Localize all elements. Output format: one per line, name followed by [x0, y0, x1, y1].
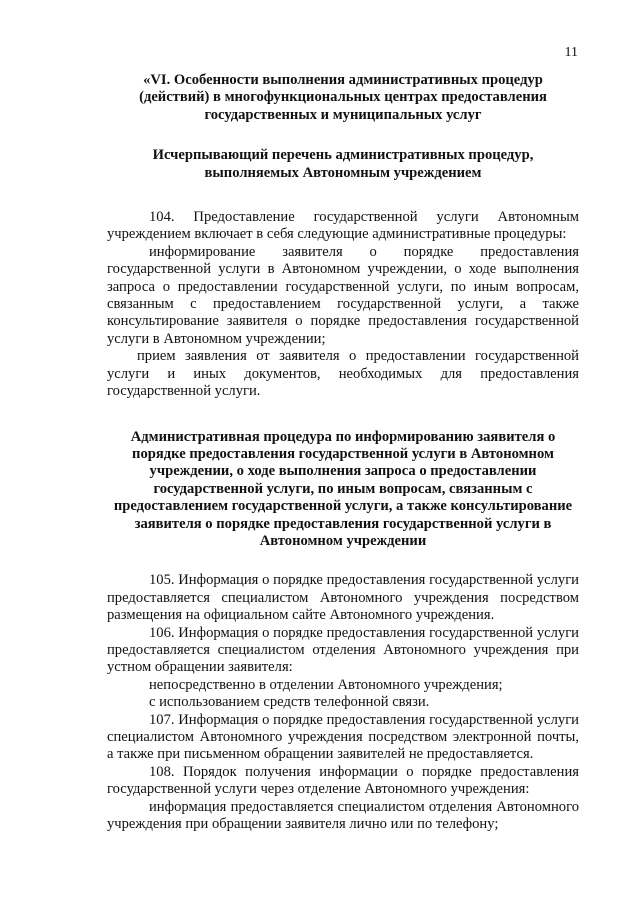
document-body	[107, 72, 579, 833]
paragraph-107: 107. Информация о порядке предоставления государственной услуги специалистом Автономного учреждения посредством электронной почты, а также при письменном обращении заявителей не предоставляется.	[107, 711, 579, 763]
subsection-title: Исчерпывающий перечень административных процедур, выполняемых Автономным учреждением	[152, 147, 534, 181]
paragraph-105: 105. Информация о порядке предоставления государственной услуги предоставляется специалистом Автономного учреждения посредством размещения на официальном сайте Автономного учреждения.	[107, 572, 579, 624]
section-title: «VI. Особенности выполнения административных процедур (действий) в многофункциональных центрах предоставления государственных и муниципальных услуг	[139, 72, 547, 123]
page-number: 11	[564, 45, 578, 60]
procedure-title: Административная процедура по информированию заявителя о порядке предоставления государственной услуги в Автономном учреждении, о ходе выполнения запроса о предоставлении государственной услуги, по иным вопросам, связанным с предоставлением государственной услуги, а также консультирование заявителя о порядке предоставления государственной услуги в Автономном учреждении	[113, 428, 573, 549]
paragraph-procedure-intake: прием заявления от заявителя о предоставлении государственной услуги и иных документов, необходимых для предоставления государственной услуги.	[107, 348, 579, 400]
paragraph-106: 106. Информация о порядке предоставления государственной услуги предоставляется специалистом отделения Автономного учреждения при устном обращении заявителя:	[107, 624, 579, 676]
list-item-info-provided: информация предоставляется специалистом отделения Автономного учреждения при обращении заявителя лично или по телефону;	[107, 798, 579, 833]
list-item-by-phone: с использованием средств телефонной связи.	[149, 694, 430, 711]
paragraph-104: 104. Предоставление государственной услуги Автономным учреждением включает в себя следующие административные процедуры:	[107, 209, 579, 243]
paragraph-108: 108. Порядок получения информации о порядке предоставления государственной услуги через отделение Автономного учреждения:	[107, 763, 579, 798]
paragraph-procedure-informing: информирование заявителя о порядке предоставления государственной услуги в Автономном учреждении, о ходе выполнения запроса о предоставлении государственной услуги, по иным вопросам, связанным с предоставлением государственной услуги, а также консультирование заявителя о порядке предоставления государственной услуги в Автономном учреждении;	[107, 243, 579, 347]
list-item-in-office: непосредственно в отделении Автономного учреждения;	[149, 676, 503, 693]
